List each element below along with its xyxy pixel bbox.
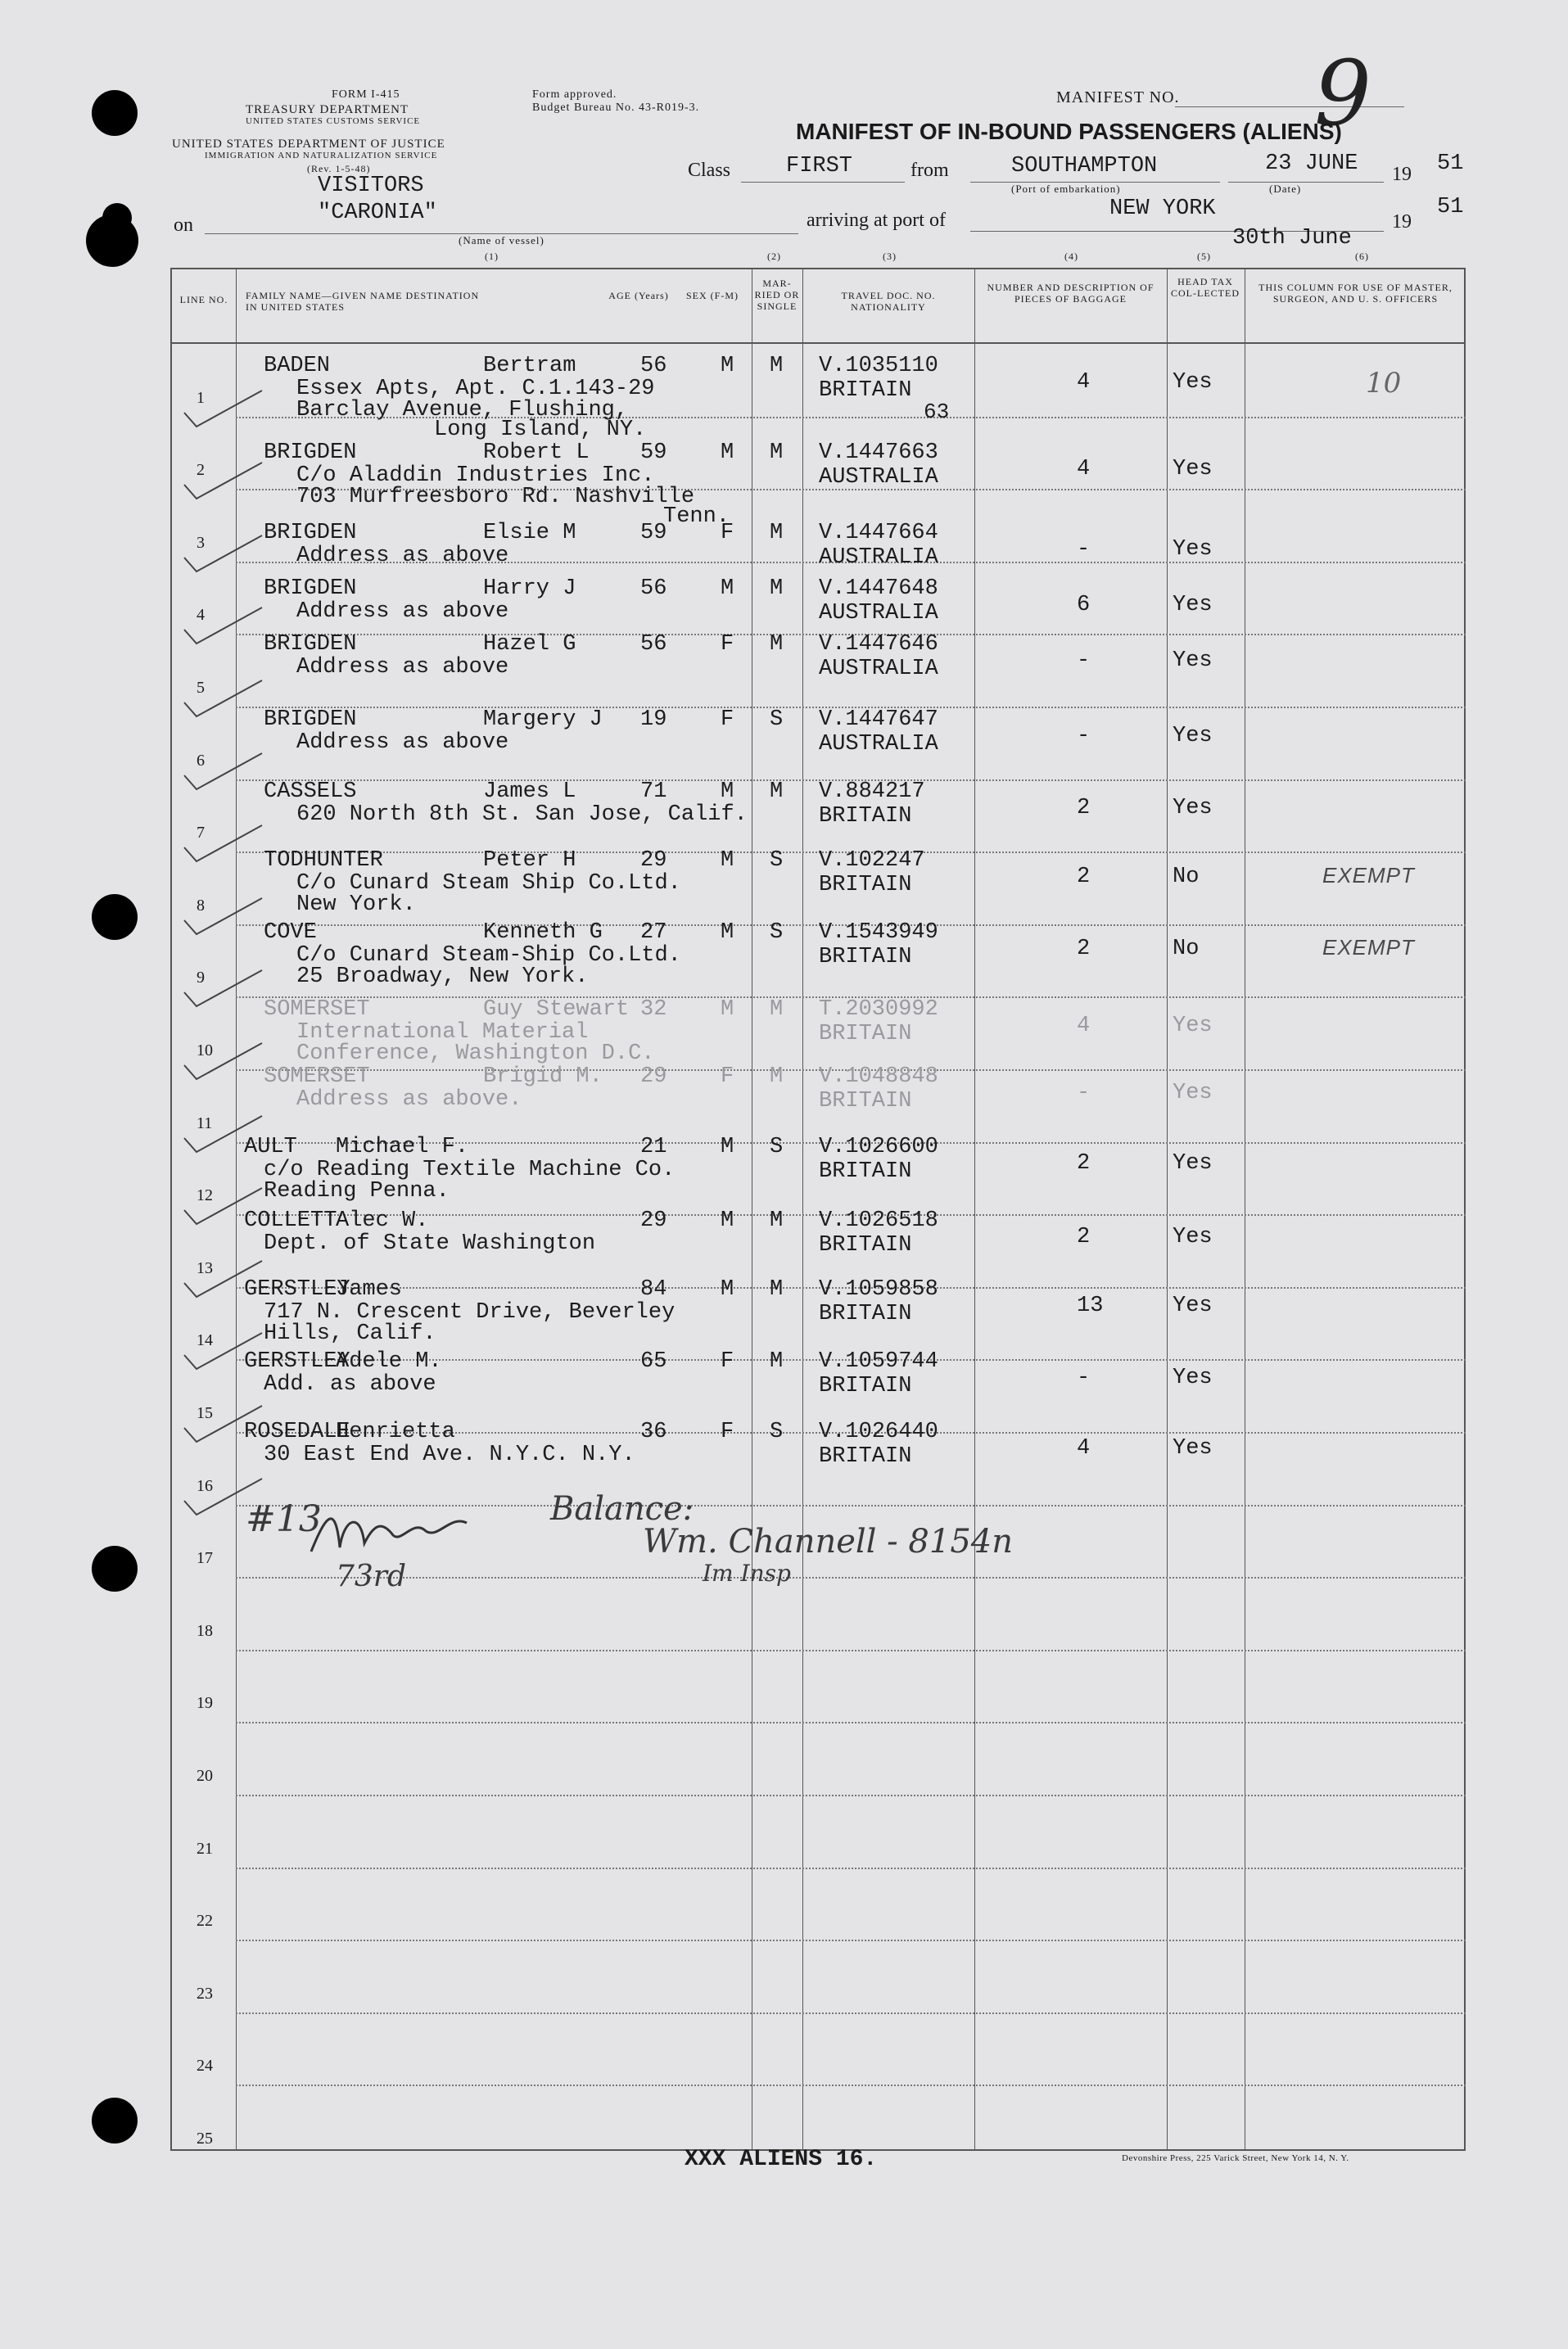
passenger-given-name: Hazel G (483, 632, 576, 657)
punch-hole (92, 1546, 138, 1592)
destination-address: C/o Cunard Steam Ship Co.Ltd. (296, 871, 681, 896)
travel-doc-number: V.1048848 (819, 1064, 938, 1089)
passenger-age: 56 (640, 354, 667, 378)
initials-signature (303, 1502, 475, 1568)
baggage-count: - (1077, 537, 1091, 562)
punch-hole (92, 2098, 138, 2143)
passenger-sex: F (721, 632, 734, 657)
line-number: 2 (197, 461, 205, 480)
line17-ref: #13 (246, 1498, 322, 1540)
passenger-marital: S (770, 1420, 784, 1444)
line-number: 18 (197, 1621, 213, 1640)
line-number: 11 (197, 1114, 213, 1132)
travel-doc-number: V.1447646 (819, 632, 938, 657)
passenger-surname: BRIGDEN (264, 521, 357, 545)
head-tax: Yes (1173, 593, 1213, 617)
passenger-marital: S (770, 1135, 784, 1159)
row-rule (236, 2085, 1466, 2086)
balance-sub: Im Insp (703, 1560, 791, 1587)
line-number: 5 (197, 679, 205, 697)
row-rule (236, 1722, 1466, 1723)
col-head-tax: HEAD TAX COL-LECTED (1171, 276, 1240, 299)
passenger-sex: M (721, 576, 734, 601)
line-number: 4 (197, 606, 205, 625)
passenger-surname: BADEN (264, 354, 331, 378)
passenger-given-name: Kenneth G (483, 920, 603, 945)
rev-label: (Rev. 1-5-48) (307, 163, 371, 174)
line-number: 15 (197, 1404, 213, 1422)
head-tax: Yes (1173, 537, 1213, 562)
nationality: BRITAIN (819, 378, 912, 403)
baggage-count: 2 (1077, 865, 1091, 889)
head-tax: Yes (1173, 724, 1213, 748)
check-mark (180, 1181, 270, 1231)
head-tax: No (1173, 937, 1200, 961)
head-tax: Yes (1173, 1294, 1213, 1318)
passenger-age: 19 (640, 707, 667, 732)
destination-address: International Material (296, 1020, 589, 1045)
line-number: 16 (197, 1476, 213, 1495)
col-num-5: (5) (1197, 251, 1211, 262)
head-tax: Yes (1173, 1366, 1213, 1390)
destination-address: Essex Apts, Apt. C.1.143-29 (296, 377, 655, 401)
travel-doc-number: V.1059744 (819, 1349, 938, 1374)
baggage-count: 2 (1077, 937, 1091, 961)
passenger-surname: COVE (264, 920, 317, 945)
passenger-marital: S (770, 848, 784, 873)
passenger-age: 56 (640, 576, 667, 601)
line-number: 1 (197, 388, 205, 407)
exempt-stamp: EXEMPT (1322, 863, 1415, 888)
passenger-given-name: Elsie M (483, 521, 576, 545)
head-tax: Yes (1173, 1081, 1213, 1105)
check-mark (180, 819, 270, 868)
passenger-given-name: Alec W. (336, 1208, 429, 1233)
check-mark (180, 674, 270, 723)
passenger-sex: F (721, 1349, 734, 1374)
travel-doc-number: V.1035110 (819, 354, 938, 378)
col-travel-doc: TRAVEL DOC. NO. NATIONALITY (841, 290, 936, 313)
travel-doc-number: V.1447664 (819, 521, 938, 545)
balance-name: Wm. Channell - 8154n (643, 1523, 1013, 1561)
passenger-surname: COLLETT (244, 1208, 337, 1233)
passenger-sex: M (721, 440, 734, 465)
passenger-age: 32 (640, 997, 667, 1022)
destination-address: Long Island, NY. (434, 418, 647, 442)
destination-address: Add. as above (264, 1372, 436, 1397)
passenger-marital: S (770, 920, 784, 945)
destination-address: C/o Cunard Steam-Ship Co.Ltd. (296, 943, 681, 968)
aliens-count: XXX ALIENS 16. (685, 2147, 878, 2172)
passenger-age: 65 (640, 1349, 667, 1374)
row-rule (236, 1795, 1466, 1796)
passenger-age: 36 (640, 1420, 667, 1444)
travel-doc-number: V.1447648 (819, 576, 938, 601)
line-number: 23 (197, 1984, 213, 2003)
head-tax: Yes (1173, 370, 1213, 395)
passenger-surname: GERSTLEY (244, 1277, 350, 1302)
nationality: AUSTRALIA (819, 465, 938, 490)
arriving-value: NEW YORK (1109, 197, 1216, 221)
destination-address: 25 Broadway, New York. (296, 964, 589, 989)
passenger-age: 59 (640, 521, 667, 545)
head-tax: Yes (1173, 796, 1213, 820)
check-mark (180, 964, 270, 1013)
head-tax: Yes (1173, 1014, 1213, 1038)
nationality: BRITAIN (819, 873, 912, 897)
form-number: FORM I-415 (332, 88, 400, 101)
line-number: 8 (197, 896, 205, 915)
passenger-marital: M (770, 576, 784, 601)
passenger-age: 21 (640, 1135, 667, 1159)
nationality: AUSTRALIA (819, 657, 938, 681)
passenger-given-name: Henrietta (336, 1420, 455, 1444)
passenger-surname: AULT (244, 1135, 297, 1159)
line-number: 6 (197, 751, 205, 770)
destination-address: Barclay Avenue, Flushing, (296, 398, 629, 422)
punch-hole (92, 90, 138, 136)
date-value: 23 JUNE (1265, 151, 1358, 176)
line-number: 21 (197, 1839, 213, 1858)
baggage-count: 4 (1077, 1436, 1091, 1461)
passenger-marital: M (770, 440, 784, 465)
col-num-6: (6) (1355, 251, 1369, 262)
passenger-marital: M (770, 1349, 784, 1374)
baggage-count: 13 (1077, 1294, 1104, 1318)
destination-address: c/o Reading Textile Machine Co. (264, 1158, 676, 1182)
from-label: from (911, 160, 949, 181)
head-tax: Yes (1173, 1151, 1213, 1176)
destination-address: Address as above (296, 599, 509, 624)
nationality: BRITAIN (819, 1302, 912, 1326)
punch-hole (92, 894, 138, 940)
check-mark (180, 1037, 270, 1086)
class-label: Class (688, 160, 731, 181)
passenger-surname: GERSTLEY (244, 1349, 350, 1374)
col-num-3: (3) (883, 251, 897, 262)
nationality: AUSTRALIA (819, 601, 938, 626)
check-mark (180, 601, 270, 650)
line-number: 10 (197, 1041, 213, 1059)
passenger-age: 27 (640, 920, 667, 945)
destination-address: 620 North 8th St. San Jose, Calif. (296, 802, 748, 827)
class-value: FIRST (786, 154, 853, 178)
travel-doc-number: V.884217 (819, 779, 925, 804)
nationality: AUSTRALIA (819, 732, 938, 757)
passenger-given-name: James (336, 1277, 403, 1302)
passenger-sex: M (721, 1135, 734, 1159)
passenger-surname: BRIGDEN (264, 576, 357, 601)
baggage-count: 2 (1077, 1151, 1091, 1176)
col-num-4: (4) (1064, 251, 1078, 262)
nationality: BRITAIN (819, 1022, 912, 1046)
destination-address: New York. (296, 892, 416, 917)
passenger-marital: M (770, 997, 784, 1022)
year-prefix-2: 19 (1392, 211, 1412, 233)
year-value: 51 (1437, 151, 1464, 176)
nationality: BRITAIN (819, 945, 912, 969)
passenger-given-name: Guy Stewart (483, 997, 630, 1022)
passenger-surname: SOMERSET (264, 997, 370, 1022)
check-mark (180, 1326, 270, 1376)
travel-doc-number: T.2030992 (819, 997, 938, 1022)
passenger-surname: BRIGDEN (264, 632, 357, 657)
passenger-surname: ROSEDALE (244, 1420, 350, 1444)
nationality: BRITAIN (819, 1089, 912, 1114)
passenger-sex: M (721, 997, 734, 1022)
line-number: 20 (197, 1767, 213, 1785)
head-tax: Yes (1173, 1225, 1213, 1249)
arrival-date: 30th June (1232, 226, 1352, 251)
passenger-sex: M (721, 920, 734, 945)
port-caption: (Port of embarkation) (1011, 183, 1121, 195)
passenger-given-name: Adele M. (336, 1349, 442, 1374)
passenger-marital: M (770, 1208, 784, 1233)
col-sex: SEX (F-M) (685, 290, 739, 301)
travel-doc-number: V.1059858 (819, 1277, 938, 1302)
passenger-age: 56 (640, 632, 667, 657)
destination-address: Reading Penna. (264, 1179, 450, 1204)
row-rule (236, 1577, 1466, 1579)
baggage-count: - (1077, 724, 1091, 748)
passenger-marital: S (770, 707, 784, 732)
check-mark (180, 384, 270, 433)
row-rule (236, 2012, 1466, 2014)
visitors-label: VISITORS (318, 174, 424, 198)
manifest-title: MANIFEST OF IN-BOUND PASSENGERS (ALIENS) (796, 119, 1342, 144)
arrival-year: 51 (1437, 195, 1464, 219)
date-caption: (Date) (1269, 183, 1302, 195)
passenger-sex: M (721, 779, 734, 804)
check-mark (180, 747, 270, 796)
on-label: on (174, 215, 193, 236)
destination-address: 703 Murfreesboro Rd. Nashville (296, 485, 695, 509)
officer-count: 10 (1366, 367, 1402, 400)
passenger-marital: M (770, 354, 784, 378)
line-number: 14 (197, 1331, 213, 1350)
row-rule (236, 1868, 1466, 1869)
destination-address: Dept. of State Washington (264, 1231, 596, 1256)
printer-credit: Devonshire Press, 225 Varick Street, New York 14, N. Y. (1122, 2153, 1349, 2163)
row-rule (236, 1940, 1466, 1941)
travel-doc-number: V.1447647 (819, 707, 938, 732)
baggage-count: 2 (1077, 796, 1091, 820)
baggage-count: 4 (1077, 370, 1091, 395)
passenger-age: 29 (640, 848, 667, 873)
nationality: BRITAIN (819, 1159, 912, 1184)
passenger-sex: M (721, 1208, 734, 1233)
col-num-2: (2) (767, 251, 781, 262)
passenger-surname: BRIGDEN (264, 440, 357, 465)
line-number: 13 (197, 1258, 213, 1277)
passenger-given-name: Michael F. (336, 1135, 469, 1159)
baggage-count: - (1077, 1081, 1091, 1105)
correction-note: 63 (924, 400, 950, 424)
passenger-age: 29 (640, 1064, 667, 1089)
line-number: 9 (197, 969, 205, 987)
destination-address: Conference, Washington D.C. (296, 1041, 655, 1066)
check-mark (180, 456, 270, 505)
passenger-given-name: James L (483, 779, 576, 804)
line-number: 3 (197, 533, 205, 552)
col-num-1: (1) (485, 251, 499, 262)
passenger-age: 71 (640, 779, 667, 804)
baggage-count: - (1077, 648, 1091, 673)
vessel-caption: (Name of vessel) (459, 234, 545, 246)
passenger-marital: M (770, 779, 784, 804)
passenger-given-name: Robert L (483, 440, 590, 465)
passenger-surname: CASSELS (264, 779, 357, 804)
balance-note: Balance: (550, 1490, 694, 1528)
line-number: 22 (197, 1912, 213, 1931)
head-tax: No (1173, 865, 1200, 889)
col-baggage: NUMBER AND DESCRIPTION OF PIECES OF BAGGAGE (987, 282, 1155, 305)
passenger-age: 59 (640, 440, 667, 465)
passenger-given-name: Harry J (483, 576, 576, 601)
col-officers: THIS COLUMN FOR USE OF MASTER, SURGEON, AND U. S. OFFICERS (1258, 282, 1453, 305)
travel-doc-number: V.1447663 (819, 440, 938, 465)
travel-doc-number: V.1026440 (819, 1420, 938, 1444)
year-prefix: 19 (1392, 164, 1412, 185)
passenger-given-name: Brigid M. (483, 1064, 603, 1089)
treasury-label: TREASURY DEPARTMENT (246, 103, 409, 116)
destination-address: 717 N. Crescent Drive, Beverley (264, 1300, 676, 1325)
arriving-label: arriving at port of (807, 210, 946, 231)
passenger-surname: TODHUNTER (264, 848, 383, 873)
check-mark (180, 892, 270, 941)
head-tax: Yes (1173, 457, 1213, 481)
justice-label: UNITED STATES DEPARTMENT OF JUSTICE (172, 138, 445, 151)
destination-address: Address as above. (296, 1087, 522, 1112)
baggage-count: 2 (1077, 1225, 1091, 1249)
col-name: FAMILY NAME—GIVEN NAME DESTINATION IN UNITED STATES (246, 290, 480, 313)
nationality: AUSTRALIA (819, 545, 938, 570)
baggage-count: 4 (1077, 457, 1091, 481)
nationality: BRITAIN (819, 1233, 912, 1258)
passenger-sex: F (721, 707, 734, 732)
vessel-name: "CARONIA" (318, 201, 437, 225)
passenger-marital: M (770, 632, 784, 657)
passenger-marital: M (770, 521, 784, 545)
line-number: 24 (197, 2057, 213, 2076)
passenger-sex: M (721, 1277, 734, 1302)
col-married: MAR-RIED OR SINGLE (754, 278, 800, 312)
passenger-sex: F (721, 1420, 734, 1444)
line-number: 25 (197, 2130, 213, 2148)
travel-doc-number: V.1543949 (819, 920, 938, 945)
passenger-age: 29 (640, 1208, 667, 1233)
destination-address: C/o Aladdin Industries Inc. (296, 463, 655, 488)
exempt-stamp: EXEMPT (1322, 935, 1415, 960)
row-rule (236, 1650, 1466, 1651)
passenger-age: 84 (640, 1277, 667, 1302)
check-mark (180, 1109, 270, 1159)
line-number: 17 (197, 1549, 213, 1568)
head-tax: Yes (1173, 1436, 1213, 1461)
from-value: SOUTHAMPTON (1011, 154, 1158, 178)
check-mark (180, 1399, 270, 1448)
manifest-number: 9 (1314, 41, 1371, 146)
manifest-no-label: MANIFEST NO. (1056, 88, 1180, 106)
destination-address: Address as above (296, 730, 509, 755)
passenger-sex: M (721, 848, 734, 873)
passenger-given-name: Peter H (483, 848, 576, 873)
nationality: BRITAIN (819, 804, 912, 829)
passenger-given-name: Margery J (483, 707, 603, 732)
check-mark (180, 529, 270, 578)
baggage-count: - (1077, 1366, 1091, 1390)
travel-doc-number: V.1026600 (819, 1135, 938, 1159)
passenger-surname: SOMERSET (264, 1064, 370, 1089)
passenger-sex: M (721, 354, 734, 378)
passenger-marital: M (770, 1277, 784, 1302)
line-number: 12 (197, 1186, 213, 1205)
col-line-no: LINE NO. (179, 294, 228, 305)
travel-doc-number: V.102247 (819, 848, 925, 873)
nationality: BRITAIN (819, 1374, 912, 1398)
form-approved: Form approved. (532, 88, 617, 101)
customs-label: UNITED STATES CUSTOMS SERVICE (246, 116, 421, 126)
passenger-surname: BRIGDEN (264, 707, 357, 732)
destination-address: Address as above (296, 655, 509, 680)
passenger-marital: M (770, 1064, 784, 1089)
col-age: AGE (Years) (608, 290, 669, 301)
travel-doc-number: V.1026518 (819, 1208, 938, 1233)
line-number: 19 (197, 1694, 213, 1713)
passenger-sex: F (721, 1064, 734, 1089)
passenger-given-name: Bertram (483, 354, 576, 378)
destination-address: Tenn. (663, 504, 730, 529)
destination-address: Address as above (296, 544, 509, 568)
check-mark (180, 1254, 270, 1303)
head-tax: Yes (1173, 648, 1213, 673)
budget-bureau: Budget Bureau No. 43-R019-3. (532, 102, 700, 114)
destination-address: 30 East End Ave. N.Y.C. N.Y. (264, 1443, 635, 1467)
mark-73: 73rd (336, 1560, 407, 1593)
immigration-label: IMMIGRATION AND NATURALIZATION SERVICE (205, 151, 438, 160)
baggage-count: 4 (1077, 1014, 1091, 1038)
line-number: 7 (197, 824, 205, 842)
passenger-sex: F (721, 521, 734, 545)
baggage-count: 6 (1077, 593, 1091, 617)
destination-address: Hills, Calif. (264, 1321, 436, 1346)
punch-hole (102, 203, 132, 233)
nationality: BRITAIN (819, 1444, 912, 1469)
